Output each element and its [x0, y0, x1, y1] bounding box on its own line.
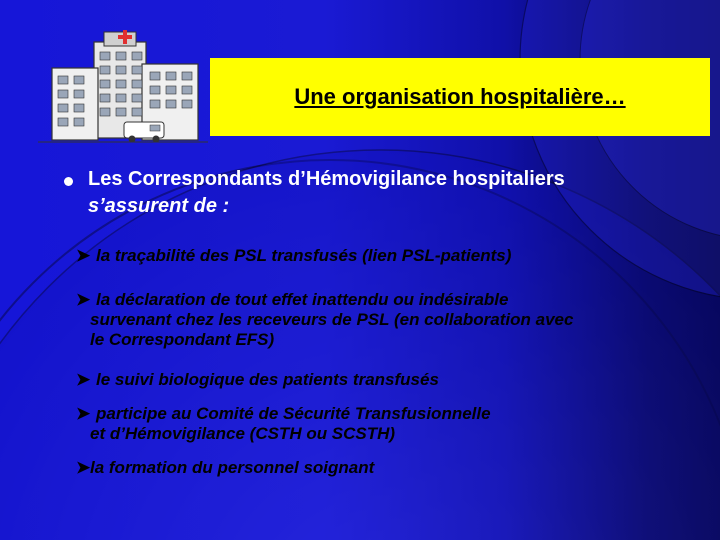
title-box	[210, 58, 710, 136]
list-item-line: survenant chez les receveurs de PSL (en collaboration avec	[90, 310, 574, 329]
list-item	[76, 404, 491, 444]
list-item-line: le Correspondant EFS)	[90, 330, 275, 349]
arrowhead-bullet-icon: ➤	[76, 370, 91, 389]
list-item-line: participe au Comité de Sécurité Transfusionnelle	[96, 404, 491, 423]
arrowhead-bullet-icon: ➤	[76, 246, 91, 265]
slide-title: Une organisation hospitalière…	[294, 84, 626, 109]
round-bullet-icon	[64, 177, 73, 186]
list-item-line: le suivi biologique des patients transfusés	[96, 370, 439, 389]
hospital-icon	[38, 28, 208, 148]
arrowhead-bullet-icon: ➤	[76, 404, 91, 423]
list-item	[76, 370, 439, 390]
arrowhead-bullet-icon: ➤	[76, 458, 91, 477]
main-bullet-line-2: s’assurent de :	[88, 195, 230, 217]
list-item	[76, 458, 374, 478]
list-item-line: la traçabilité des PSL transfusés (lien PSL-patients)	[96, 246, 512, 265]
list-item	[76, 290, 573, 350]
main-bullet-line-1: Les Correspondants d’Hémovigilance hospitaliers	[88, 168, 565, 190]
list-item-line: et d’Hémovigilance (CSTH ou SCSTH)	[90, 424, 396, 443]
list-item-line: la formation du personnel soignant	[90, 458, 375, 477]
list-item	[76, 246, 511, 266]
arrowhead-bullet-icon: ➤	[76, 290, 91, 309]
main-bullet-text	[88, 166, 688, 220]
list-item-line: la déclaration de tout effet inattendu ou indésirable	[96, 290, 509, 309]
